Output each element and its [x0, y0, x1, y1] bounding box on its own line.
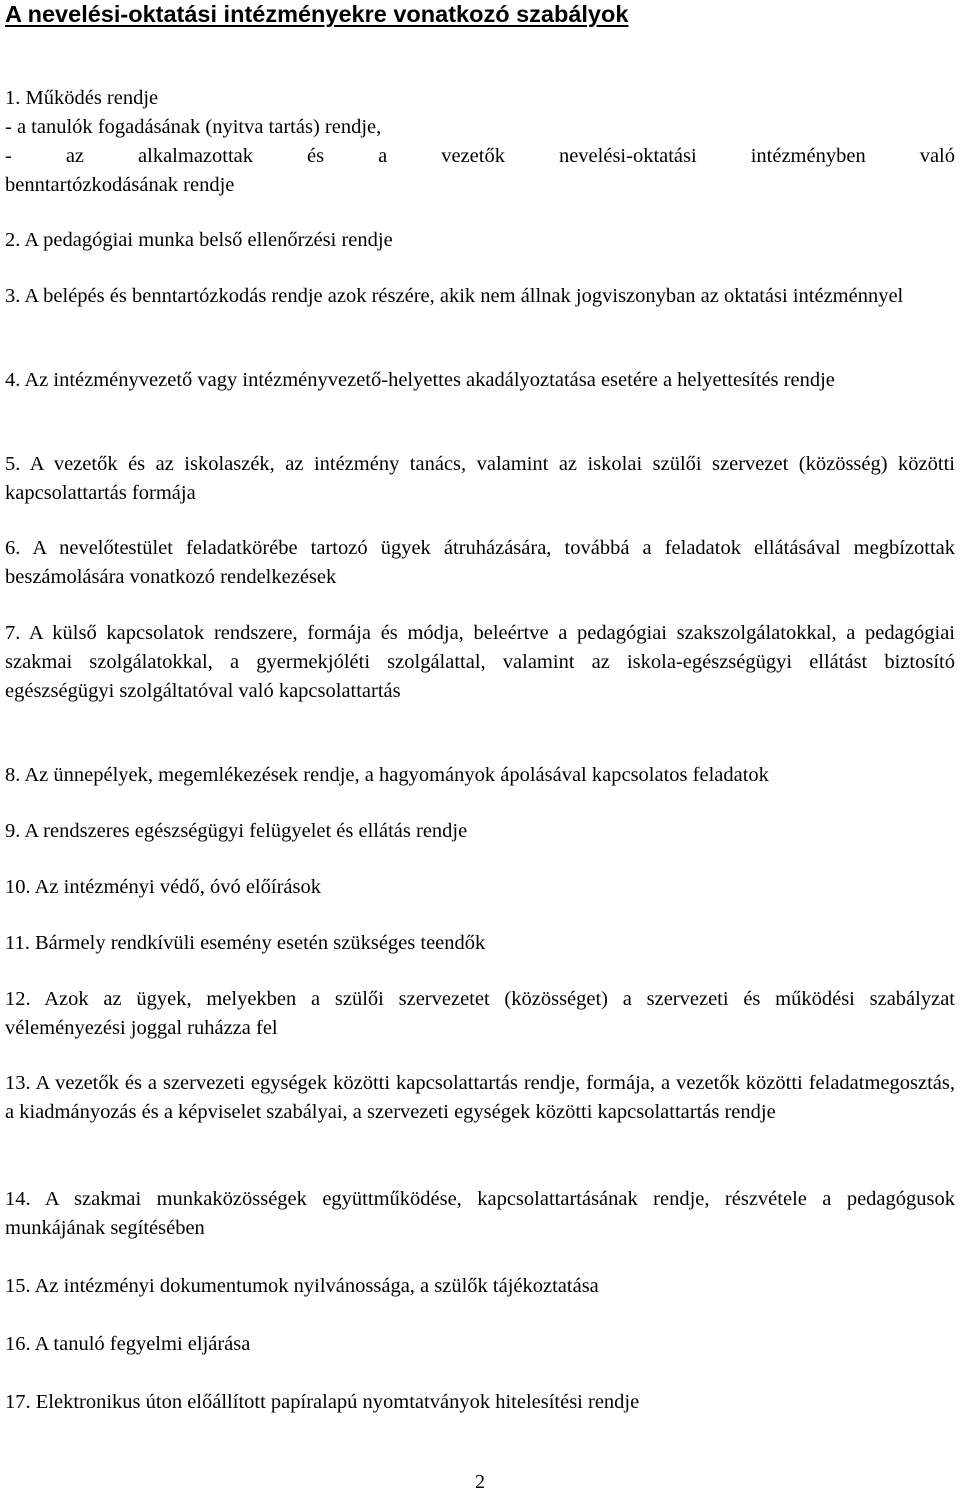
list-item-15: 15. Az intézményi dokumentumok nyilvánossága, a szülők tájékoztatása	[5, 1275, 599, 1297]
list-item-17: 17. Elektronikus úton előállított papíralapú nyomtatványok hitelesítési rendje	[5, 1391, 640, 1413]
section-1-line-2a: - az alkalmazottak és a vezetők nevelési-oktatási intézményben való	[5, 145, 955, 167]
list-item-3: 3. A belépés és benntartózkodás rendje azok részére, akik nem állnak jogviszonyban az oktatási intézménnyel	[5, 285, 904, 307]
list-item-10: 10. Az intézményi védő, óvó előírások	[5, 876, 321, 898]
list-item-6: 6. A nevelőtestület feladatkörébe tartozó ügyek átruházására, továbbá a feladatok ellátásával megbízottak beszámolására vonatkozó rendelkezések	[5, 537, 955, 588]
list-item-11: 11. Bármely rendkívüli esemény esetén szükséges teendők	[5, 932, 486, 954]
page-number: 2	[475, 1471, 485, 1493]
section-1-heading: 1. Működés rendje	[5, 87, 159, 109]
list-item-9: 9. A rendszeres egészségügyi felügyelet és ellátás rendje	[5, 820, 468, 842]
list-item-5: 5. A vezetők és az iskolaszék, az intézmény tanács, valamint az iskolai szülői szervezet (közösség) közötti kapcsolattartás formája	[5, 453, 955, 504]
list-item-14: 14. A szakmai munkaközösségek együttműködése, kapcsolattartásának rendje, részvétele a pedagógusok munkájának segítésében	[5, 1188, 955, 1239]
list-item-4: 4. Az intézményvezető vagy intézményvezető-helyettes akadályoztatása esetére a helyettesítés rendje	[5, 369, 835, 391]
list-item-7: 7. A külső kapcsolatok rendszere, formája és módja, beleértve a pedagógiai szakszolgálatokkal, a pedagógiai szakmai szolgálatokkal, a gyermekjóléti szolgálattal, valamint az iskola-egészségügyi ellátást biztosító egészségügyi szolgáltatóval való kapcsolattartás	[5, 622, 955, 702]
document-title: A nevelési-oktatási intézményekre vonatkozó szabályok	[5, 1, 629, 27]
section-1-line-2b: benntartózkodásának rendje	[5, 174, 235, 196]
section-1-line-1: - a tanulók fogadásának (nyitva tartás) rendje,	[5, 116, 382, 138]
list-item-12: 12. Azok az ügyek, melyekben a szülői szervezetet (közösséget) a szervezeti és működési szabályzat véleményezési joggal ruházza fel	[5, 988, 955, 1039]
list-item-8: 8. Az ünnepélyek, megemlékezések rendje, a hagyományok ápolásával kapcsolatos feladatok	[5, 764, 769, 786]
list-item-13: 13. A vezetők és a szervezeti egységek közötti kapcsolattartás rendje, formája, a vezetők közötti feladatmegosztás, a kiadmányozás és a képviselet szabályai, a szervezeti egységek közötti kapcsolattartás rendje	[5, 1072, 955, 1123]
list-item-2: 2. A pedagógiai munka belső ellenőrzési rendje	[5, 229, 393, 251]
list-item-16: 16. A tanuló fegyelmi eljárása	[5, 1333, 251, 1355]
section-1	[5, 84, 955, 200]
